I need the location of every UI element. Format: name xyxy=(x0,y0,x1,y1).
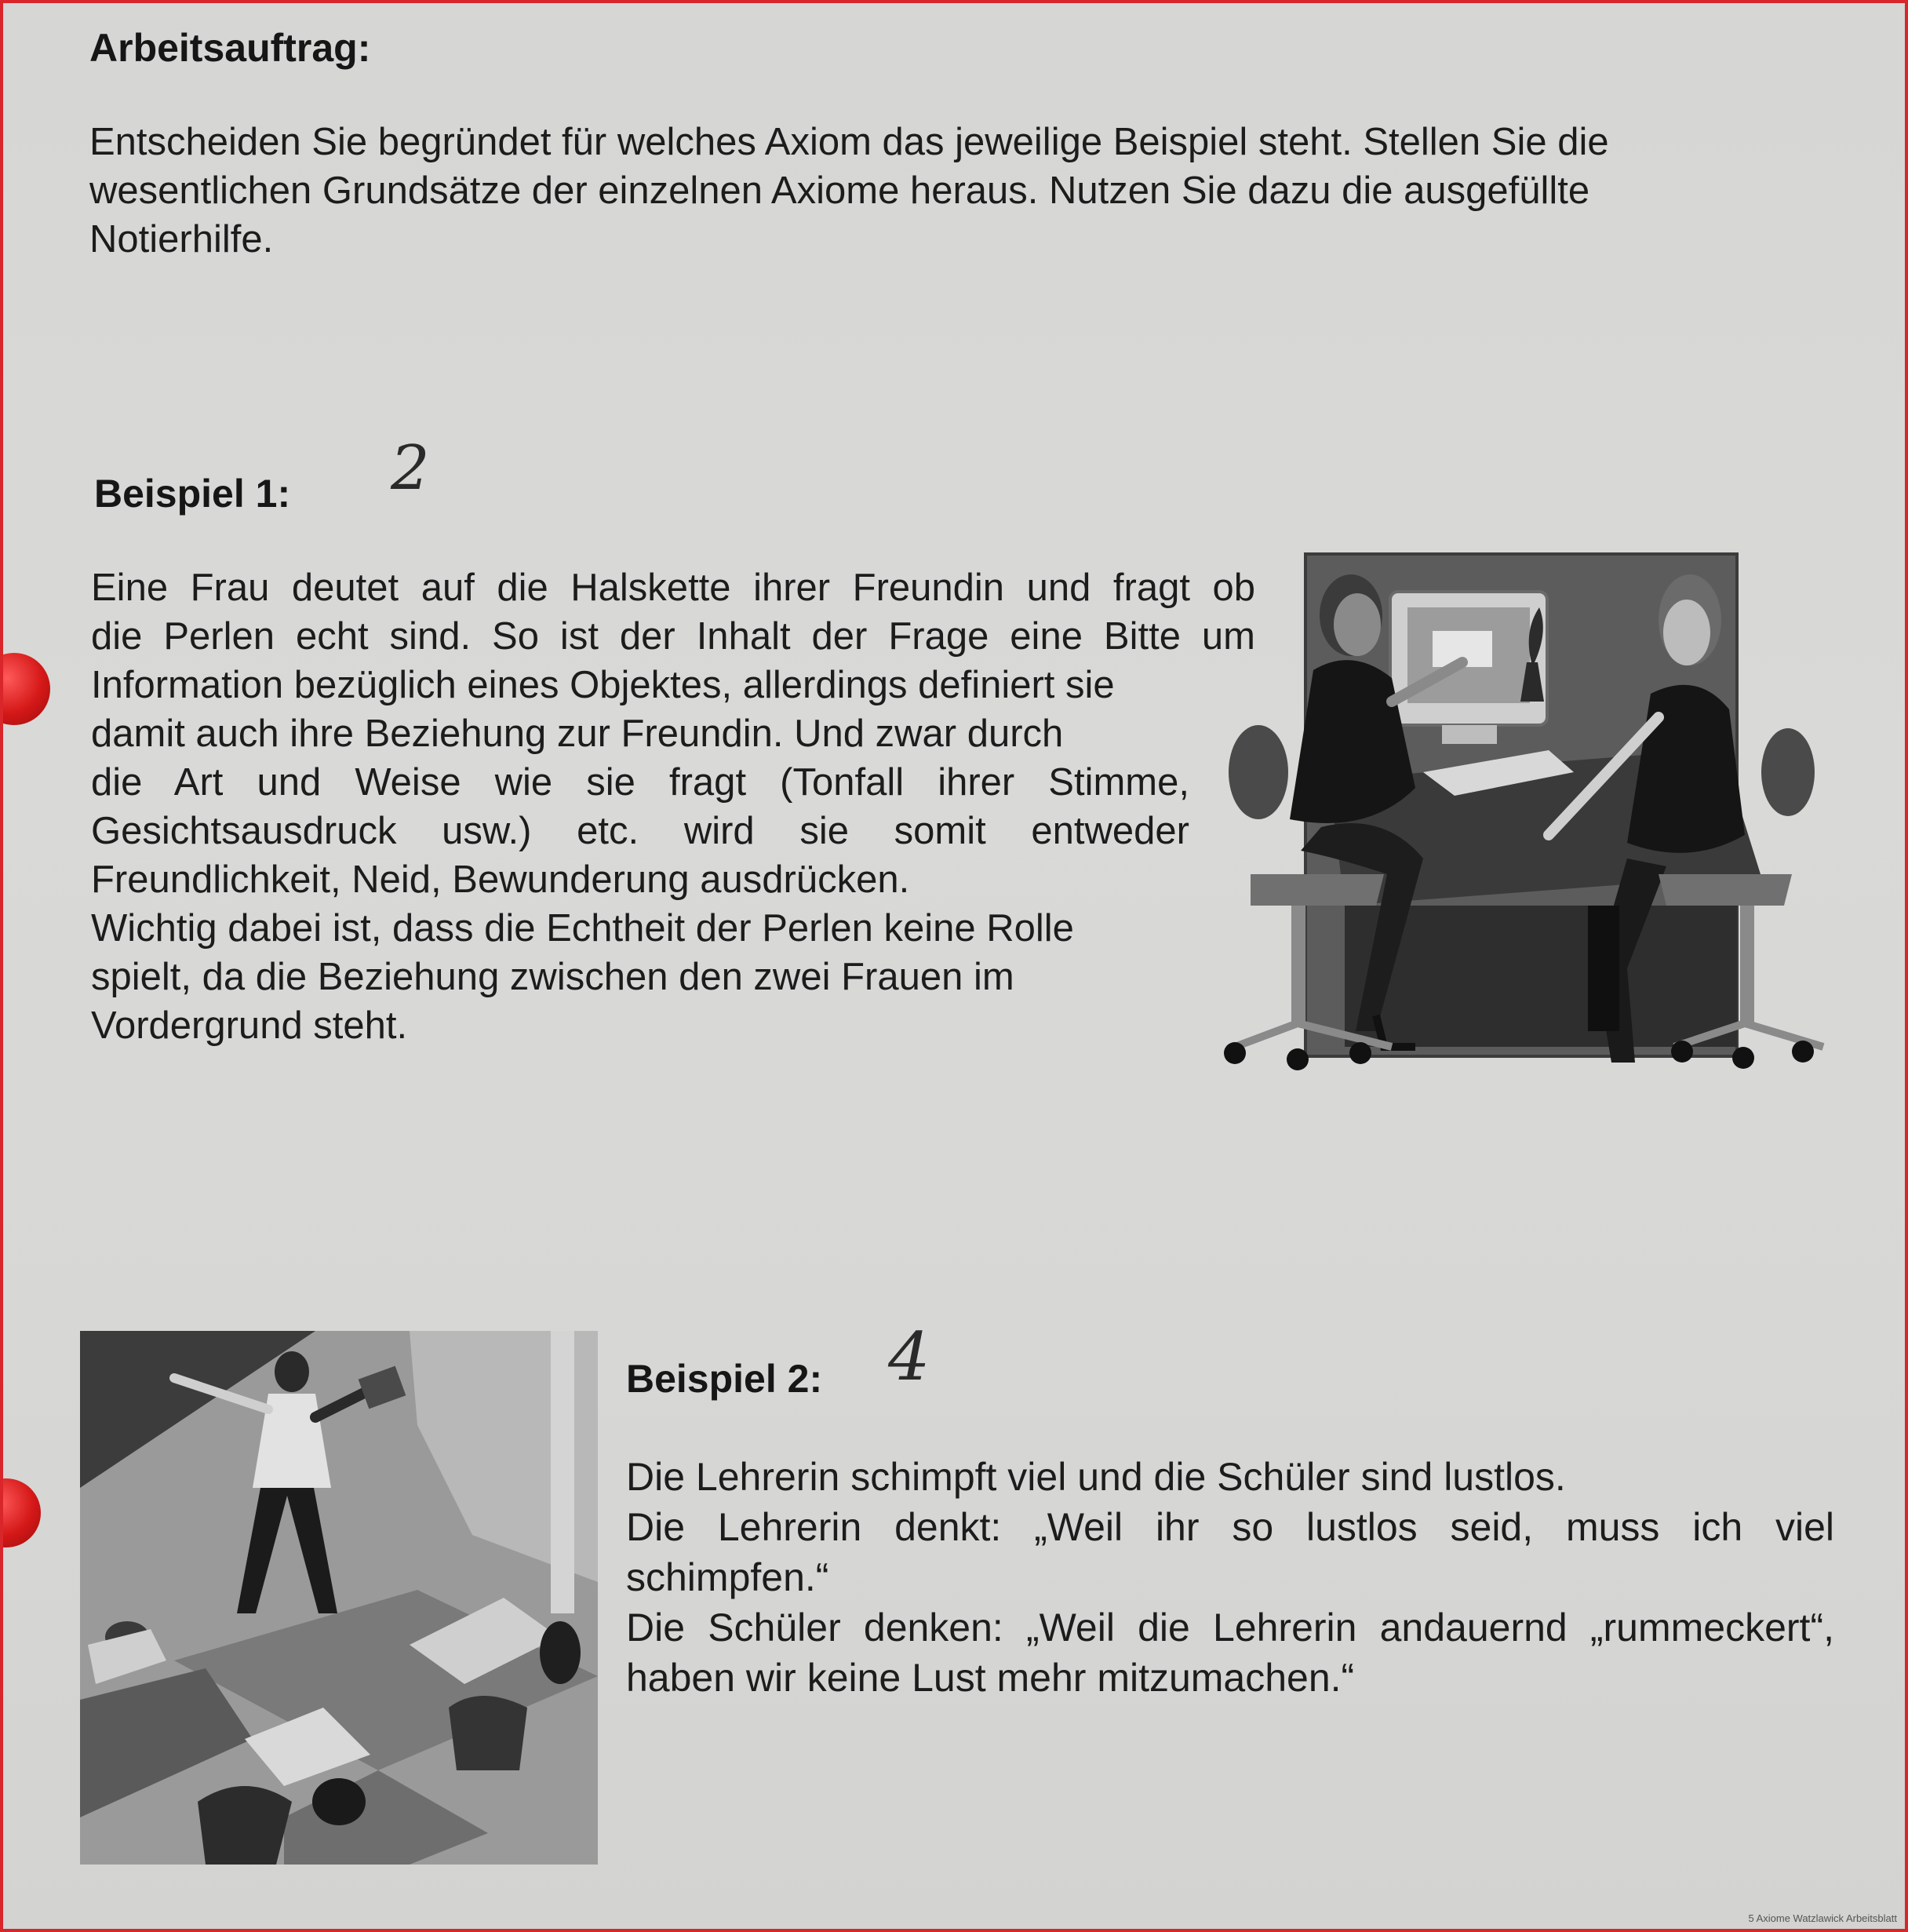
example2-line: schimpfen.“ xyxy=(626,1555,829,1599)
example2-line: Die Lehrerin schimpft viel und die Schüler sind lustlos. xyxy=(626,1455,1566,1499)
example1-line: Wichtig dabei ist, dass die Echtheit der Perlen keine Rolle xyxy=(91,907,1074,950)
task-line: Entscheiden Sie begründet für welches Axiom das jeweilige Beispiel steht. Stellen Sie die xyxy=(89,121,1609,163)
task-heading: Arbeitsauftrag: xyxy=(89,26,371,70)
red-pushpin-icon xyxy=(0,653,50,725)
example2-handwritten-answer: 4 xyxy=(888,1318,930,1395)
task-line: Notierhilfe. xyxy=(89,218,274,261)
example1-line: die Perlen echt sind. So ist der Inhalt der Frage eine Bitte um xyxy=(91,615,1255,658)
two-women-at-desk-illustration xyxy=(1219,545,1831,1078)
example1-line: spielt, da die Beziehung zwischen den zwei Frauen im xyxy=(91,956,1014,998)
footnote: 5 Axiome Watzlawick Arbeitsblatt xyxy=(1748,1912,1897,1924)
example1-line: Vordergrund steht. xyxy=(91,1004,408,1047)
task-instructions xyxy=(89,118,1753,264)
example2-line: Die Lehrerin denkt: „Weil ihr so lustlos seid, muss ich viel xyxy=(626,1505,1834,1549)
example1-line: Information bezüglich eines Objektes, allerdings definiert sie xyxy=(91,664,1115,706)
example2-line: Die Schüler denken: „Weil die Lehrerin andauernd „rummeckert“, xyxy=(626,1606,1834,1649)
classroom-illustration xyxy=(80,1331,598,1865)
example1-text xyxy=(91,563,1255,1050)
red-pushpin-icon xyxy=(0,1478,41,1547)
example1-line: die Art und Weise wie sie fragt (Tonfall ihrer Stimme, xyxy=(91,761,1189,804)
example1-line: Freundlichkeit, Neid, Bewunderung ausdrücken. xyxy=(91,858,910,901)
example1-line: damit auch ihre Beziehung zur Freundin. Und zwar durch xyxy=(91,713,1064,755)
example2-heading: Beispiel 2: xyxy=(626,1357,823,1401)
example1-line: Eine Frau deutet auf die Halskette ihrer Freundin und fragt ob xyxy=(91,567,1255,609)
example2-line: haben wir keine Lust mehr mitzumachen.“ xyxy=(626,1656,1355,1700)
example1-handwritten-answer: 2 xyxy=(391,433,430,504)
task-line: wesentlichen Grundsätze der einzelnen Axiome heraus. Nutzen Sie dazu die ausgefüllte xyxy=(89,170,1590,212)
example1-line: Gesichtsausdruck usw.) etc. wird sie somit entweder xyxy=(91,810,1189,852)
example1-heading: Beispiel 1: xyxy=(94,472,291,516)
example2-text xyxy=(626,1452,1834,1703)
